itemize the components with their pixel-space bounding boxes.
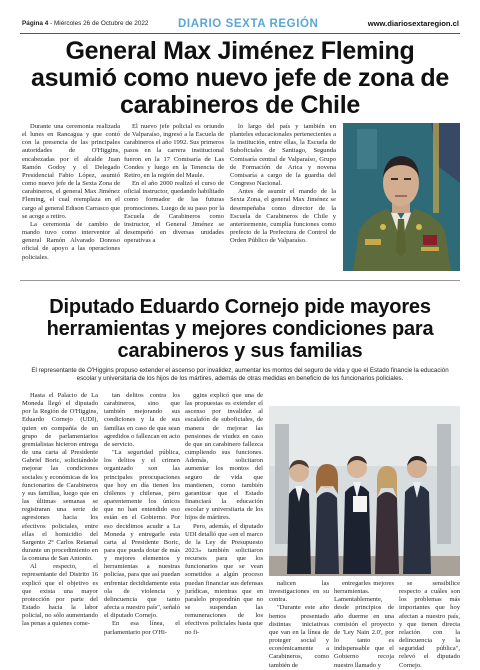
article2-column-5 (334, 580, 394, 670)
website-link[interactable]: www.diariosextaregion.cl (367, 19, 459, 28)
paragraph: "La seguridad pública, los delitos y el crimen organizado son las principales preocupaciones que hoy en día tienen los chilenos y chilenas, pero aparentemente los únicos que no han entendido eso están en el Gobierno. Por eso decidimos acudir a La Moneda y entregarle esta carta al Presidente Boric, para que pueda dotar de más y mejores elementos y herramientas a nuestras policías, para que así puedan enfrentar decididamente esta ola de violencia y delincuencia que tanto afecta a nuestro país", señaló el diputado Cornejo. (104, 449, 180, 620)
article2-column-3 (185, 392, 263, 637)
article1-column-3 (230, 123, 336, 245)
page-header (0, 18, 480, 32)
article2-column-1 (22, 392, 98, 629)
article1-column-2 (124, 123, 224, 245)
paragraph: nalicen las investigaciones en su contra. (269, 580, 329, 604)
paragraph: ggins explicó que una de las propuestas es extender el ascenso por invalidez al escalafón de suboficiales, de manera de mejorar las pensiones de viudez en caso de que un carabinero fallezca cumpliendo sus funciones. Además, solicitaron aumentar los montos del seguro de vida que mantienen, como también garantizar que el Estado financiará la educación escolar y universitaria de los hijos de mártires. (185, 392, 263, 522)
paragraph: La ceremonia de cambio de mando tuvo como interventor al general Ramón Alvarado Donoso oficial de apoyo a las operaciones policiales. (22, 220, 120, 261)
article2-column-4 (269, 580, 329, 670)
paragraph: "Durante este año hemos presentado distintas iniciativas que van en la línea de proteger social y económicamente a Carabineros, como también de (269, 604, 329, 669)
deputies-group-photo (269, 406, 460, 576)
paragraph: se sensibilice respecto a cuáles son los problemas más importantes que hoy afectan a nuestro país, y que tienen directa relación con la delincuencia y la seguridad pública", relevó el diputado Cornejo. (399, 580, 460, 669)
article2-lead: El representante de O'Higgins propuso extender el ascenso por invalidez, aumentar los montos del seguro de vida y que el Estado financie la educación escolar y universitaria de los hijos de los mártires, además de otras medidas en beneficio de los funcionarios policiales. (31, 367, 449, 382)
page-info (22, 18, 148, 30)
paragraph: Hasta el Palacio de La Moneda llegó el diputado por la Región de O'Higgins, Eduardo Cornejo (UDI), quien en compañía de un grupo de parlamentarios gremialistas hicieron entrega de una carta al Presidente Gabriel Boric, solicitándole mejorar las condiciones sociales y económicas de los funcionarios de Carabineros y sus familias, luego que en las últimas semanas se registraran una serie de agresiones hacia los efectivos policiales, entre ellas el homicidio del Sargento 2° Carlos Retamal durante un procedimiento en la comuna de San Antonio. (22, 392, 98, 563)
issue-date: - Miércoles 26 de Octubre de 2022 (48, 20, 149, 27)
article2-column-2 (104, 392, 180, 637)
article1-headline: General Max Jiménez Fleming asumió como nuevo jefe de zona de carabineros de Chile (31, 37, 449, 119)
newspaper-name: DIARIO SEXTA REGIÓN (178, 18, 319, 30)
article-divider (20, 280, 460, 281)
general-portrait-illustration (343, 123, 460, 271)
paragraph: Pero, además, el diputado UDI detalló que «en el marco de la Ley de Presupuesto 2023» también solicitaron recursos para que los funcionarios que se vean sometidos a algún proceso puedan financiar sus defensas jurídicas, mientras que en paralelo propondrán que no se suspendan las remuneraciones de los efectivos policiales hasta que no fi- (185, 522, 263, 636)
paragraph: tan delitos contra los carabineros, sino que también mejorando sus condiciones y la de sus familias en caso de que sean agredidos o fallezcan en acto de servicio. (104, 392, 180, 448)
paragraph: lo largo del país y también en planteles educacionales pertenecientes a la institución, entre ellas, la Escuela de Suboficiales de Santiago, Segunda Comisaría central de Valparaíso, Grupo de Formación de Arica y novena Comisaría a cargo de la guardia del Congreso Nacional. (230, 123, 336, 188)
header-divider (20, 33, 460, 34)
paragraph: Al respecto, el representante del Distrito 16 explicó que el objetivo es que exista una mayor protección por parte del Estado hacia la labor policial, no sólo aumentando las penas a quienes come- (22, 563, 98, 628)
article1-column-1 (22, 123, 120, 262)
paragraph: En esa línea, el parlamentario por O'Hi- (104, 620, 180, 636)
general-portrait-photo (343, 123, 460, 271)
paragraph: En el año 2000 realizó el curso de oficial instructor, quedando habilitado como formador de las futuras promociones. Luego de su paso por la Escuela de Carabineros como instructor, el General Jiménez se desempeñó en diversas unidades operativas a (124, 180, 224, 245)
deputies-group-illustration (269, 406, 460, 576)
article2-column-6 (399, 580, 460, 670)
paragraph: El nuevo jefe policial es oriundo de Valparaíso, ingresó a la Escuela de carabineros el año 1992. Sus primeros pasos en la carrera institucional fueron en la 17 Comisaría de Las Condes y luego en la Tenencia de Retiro, en la región del Maule. (124, 123, 224, 179)
article2-headline: Diputado Eduardo Cornejo pide mayores herramientas y mejores condiciones para carabineros y sus familias (46, 296, 434, 362)
page-number: Página 4 (22, 20, 49, 27)
paragraph: Durante una ceremonia realizada el lunes en Rancagua y que contó con la presencia de las principales autoridades de O'Higgins, encabezadas por el alcalde Juan Ramón Godoy y el Delegado Presidencial Fabio López, asumió como nuevo jefe de la Sexta Zona de carabineros, el general Max Jiménez Fleming, el cual reemplaza en el cargo al general Edison Carrasco que se acoge a retiro. (22, 123, 120, 220)
paragraph: Antes de asumir el mando de la Sexta Zona, el general Max Jiménez se desempeñaba como director de la Escuela de Carabineros de Chile y anteriormente, cumplía funciones como prefecto de la Prefectura de Control de Orden Público de Valparaíso. (230, 188, 336, 245)
paragraph: entregarles mejores herramientas. Lamentablemente, desde principios de año duerme en una comisión el proyecto de 'Ley Nain 2.0', por lo tanto es indispensable que el Gobierno recoja nuestro llamado y (334, 580, 394, 669)
